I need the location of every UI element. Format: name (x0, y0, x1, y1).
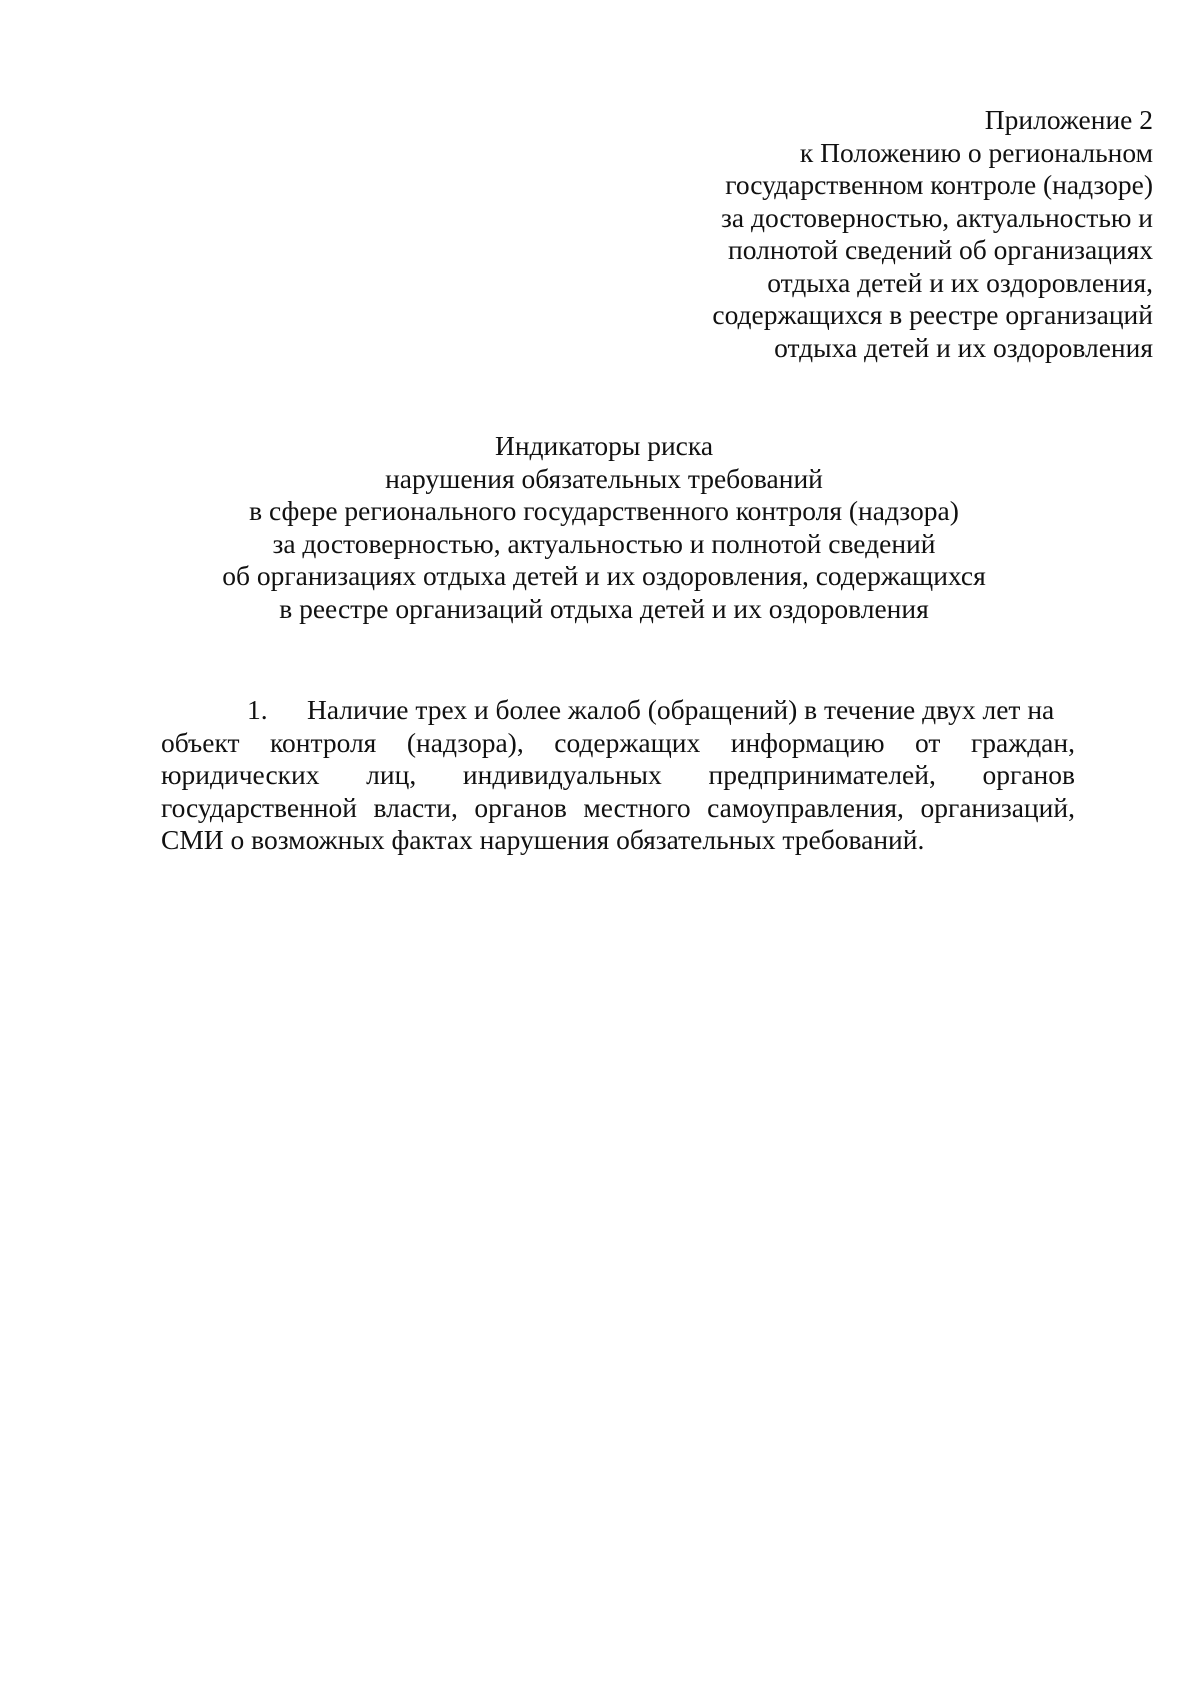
word: объект (161, 726, 240, 758)
word: органов (982, 759, 1075, 790)
appendix-reference-line: к Положению о региональном (799, 136, 1153, 168)
title-line: нарушения обязательных требований (385, 462, 823, 494)
word: от (915, 726, 941, 758)
title-line: в сфере регионального государственного контроля (надзора) (249, 495, 959, 526)
title-line: за достоверностью, актуальностью и полнотой сведений (272, 527, 936, 559)
paragraph-line (161, 727, 1075, 760)
risk-indicator-list (161, 694, 1075, 857)
paragraph-last-line (161, 824, 1075, 857)
word: юридических (161, 759, 320, 790)
risk-indicator-item (161, 694, 1075, 857)
document-title (160, 430, 1048, 625)
title-line: в реестре организаций отдыха детей и их оздоровления (279, 592, 929, 624)
word: государственной (161, 791, 357, 823)
title-line: об организациях отдыха детей и их оздоровления, содержащихся (222, 560, 986, 591)
appendix-reference-line: содержащихся в реестре организаций (712, 299, 1153, 330)
paragraph-line (161, 792, 1075, 825)
word: индивидуальных (462, 759, 662, 790)
appendix-reference-line: отдыха детей и их оздоровления (774, 331, 1153, 363)
appendix-label: Приложение 2 (984, 104, 1153, 135)
paragraph-line (161, 759, 1075, 792)
word: предпринимателей, (708, 759, 936, 790)
word: самоуправления, (707, 791, 904, 823)
appendix-header (593, 104, 1153, 364)
word: местного (583, 791, 691, 823)
word: органов (474, 791, 567, 823)
paragraph-first-line (161, 694, 1075, 727)
item-text: Наличие трех и более жалоб (обращений) в течение двух лет на (307, 694, 1055, 725)
appendix-reference-line: за достоверностью, актуальностью и (721, 201, 1153, 233)
word: контроля (270, 726, 377, 758)
appendix-reference-line: отдыха детей и их оздоровления, (767, 266, 1153, 298)
word: (надзора), (406, 726, 524, 758)
word: организаций, (920, 791, 1075, 823)
item-number: 1. (247, 694, 268, 725)
appendix-reference-line: государственном контроле (надзоре) (725, 169, 1153, 200)
title-line: Индикаторы риска (494, 430, 714, 461)
item-text: СМИ о возможных фактах нарушения обязательных требований. (161, 824, 925, 855)
word: информацию (730, 726, 885, 758)
word: власти, (373, 791, 458, 823)
word: граждан, (970, 726, 1075, 758)
word: лиц, (366, 759, 417, 790)
word: содержащих (554, 726, 701, 758)
appendix-reference-line: полнотой сведений об организациях (728, 234, 1153, 265)
